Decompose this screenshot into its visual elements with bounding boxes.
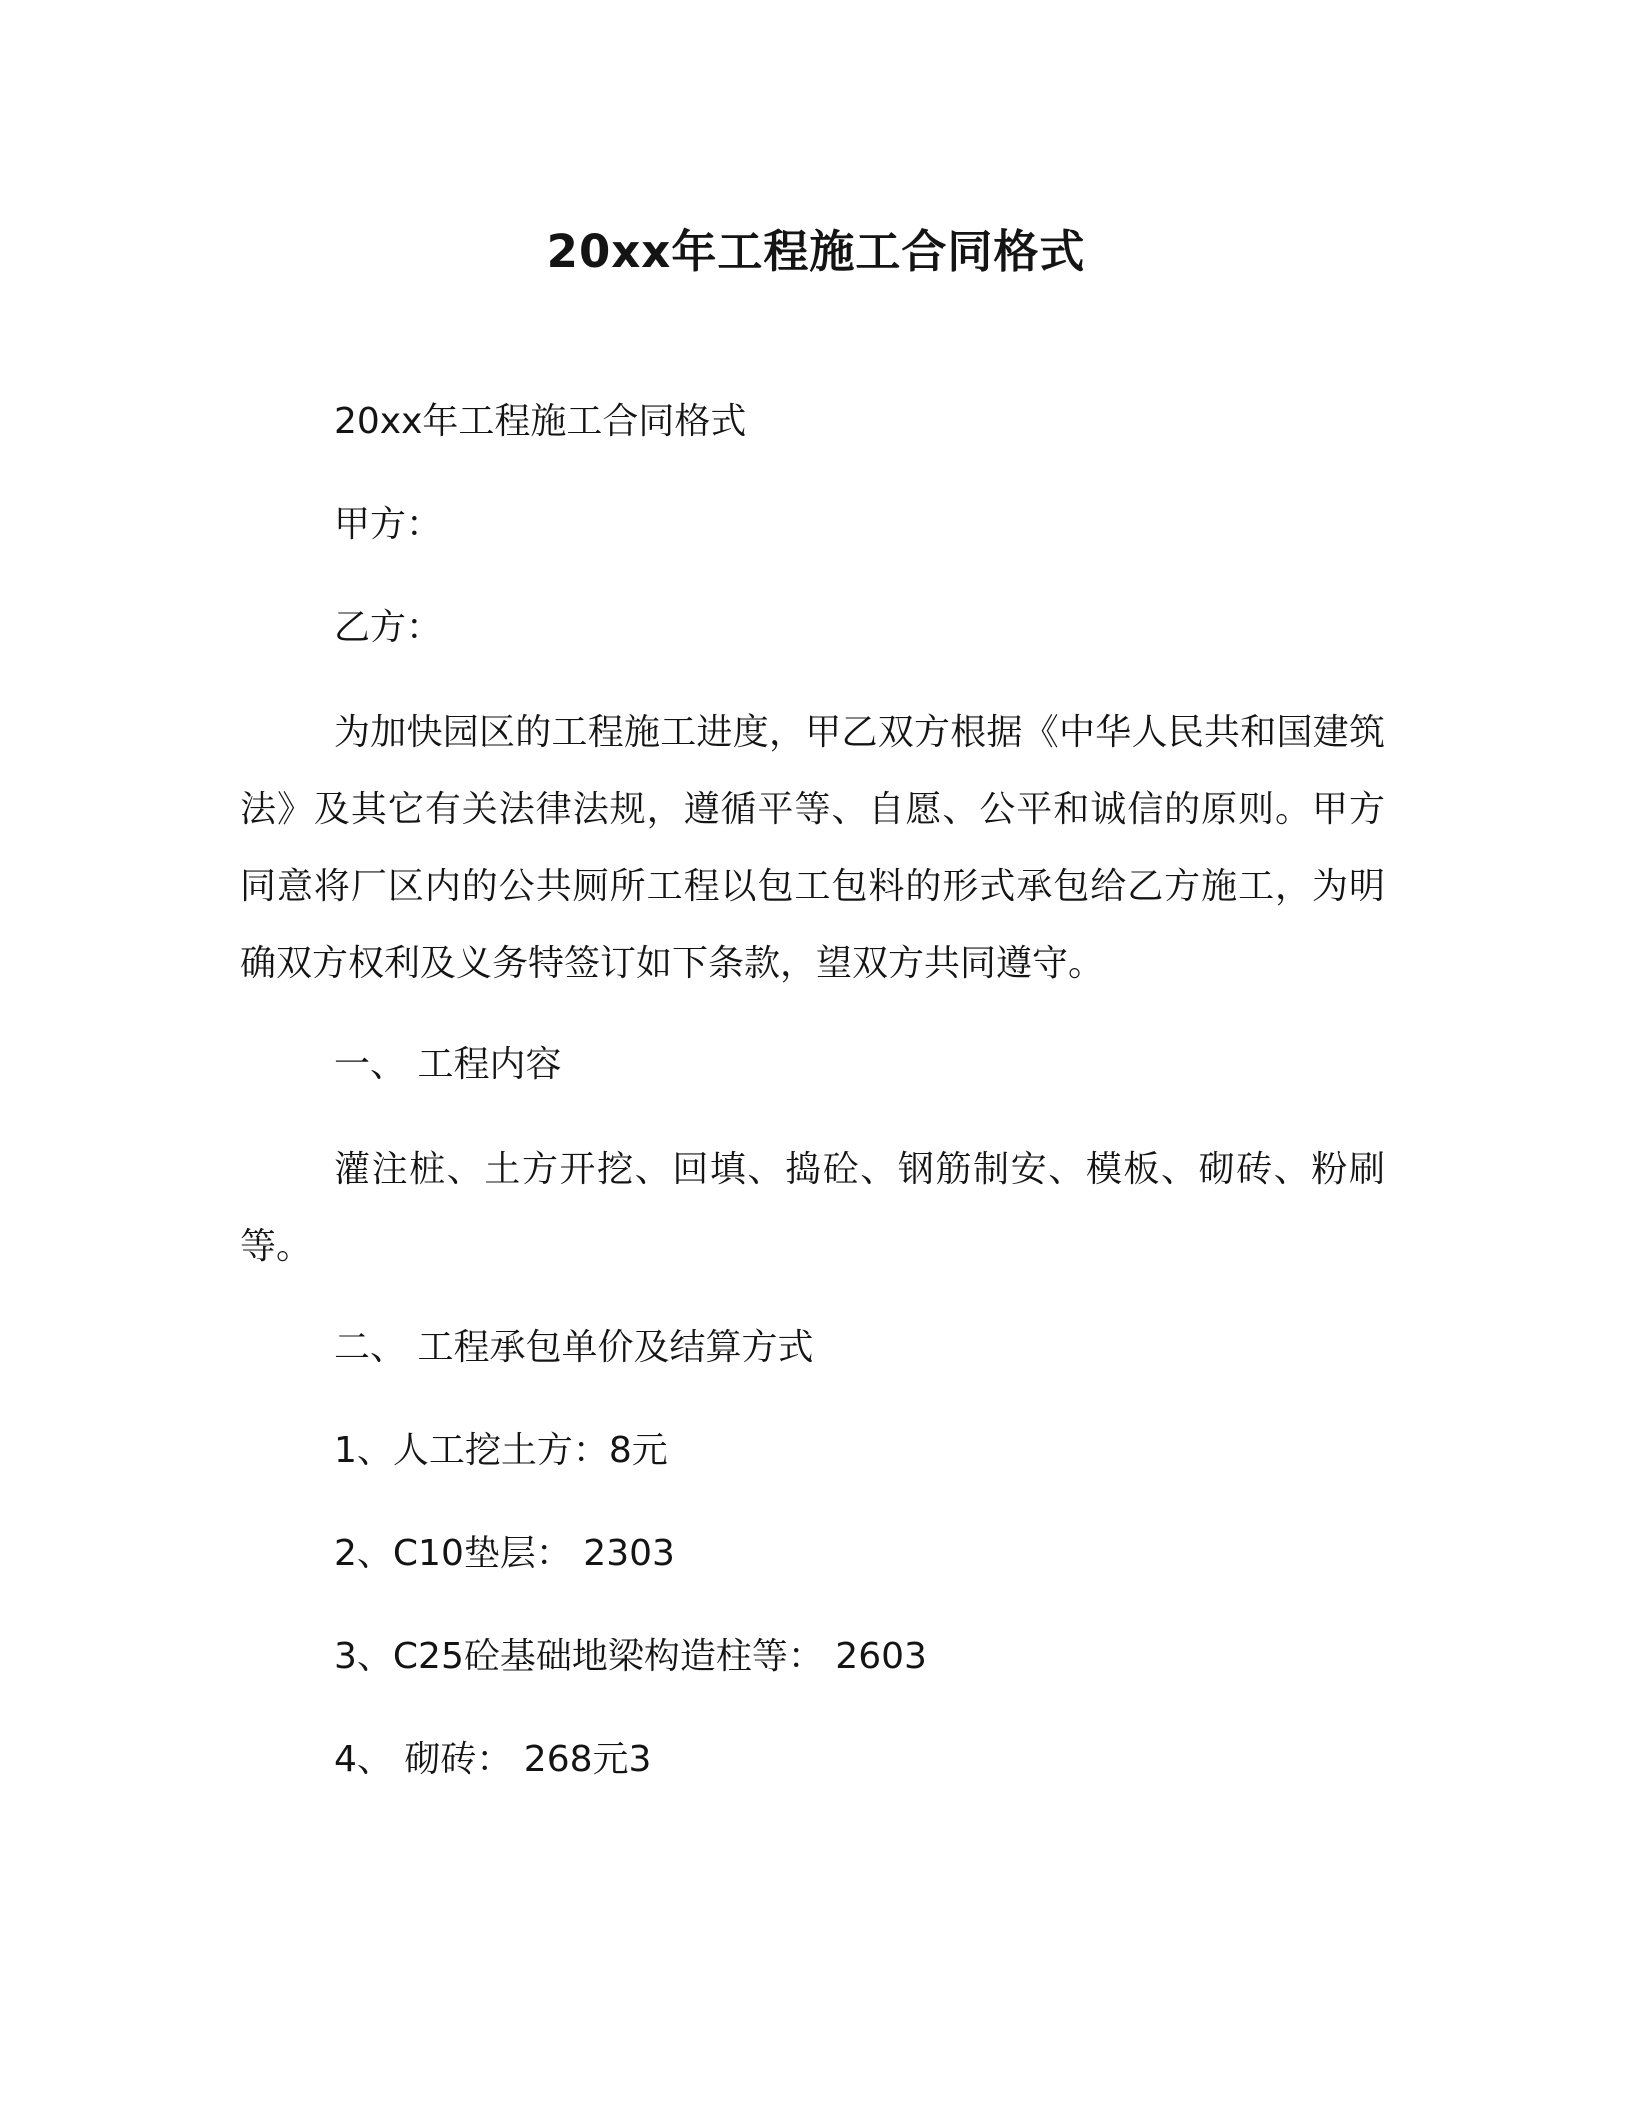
intro-paragraph: 为加快园区的工程施工进度，甲乙双方根据《中华人民共和国建筑法》及其它有关法律法规，遵循平等、自愿、公平和诚信的原则。甲方同意将厂区内的公共厕所工程以包工包料的形式承包给乙方施工，为明确双方权利及义务特签订如下条款，望双方共同遵守。 bbox=[240, 712, 1385, 984]
price-item-3: 3、C25砼基础地梁构造柱等： 2603 bbox=[334, 1636, 927, 1677]
section-2-heading: 二、 工程承包单价及结算方式 bbox=[334, 1327, 814, 1368]
party-a-label: 甲方： bbox=[334, 504, 443, 545]
section-1-heading: 一、 工程内容 bbox=[334, 1044, 562, 1085]
price-item-4: 4、 砌砖： 268元3 bbox=[334, 1739, 652, 1780]
party-b-label: 乙方： bbox=[334, 607, 443, 648]
price-item-2: 2、C10垫层： 2303 bbox=[334, 1533, 675, 1574]
price-item-1: 1、人工挖土方：8元 bbox=[334, 1430, 668, 1471]
document-subtitle: 20xx年工程施工合同格式 bbox=[334, 401, 747, 442]
document-title: 20xx年工程施工合同格式 bbox=[546, 225, 1086, 278]
section-1-body: 灌注桩、土方开挖、回填、捣砼、钢筋制安、模板、砌砖、粉刷等。 bbox=[240, 1149, 1385, 1267]
